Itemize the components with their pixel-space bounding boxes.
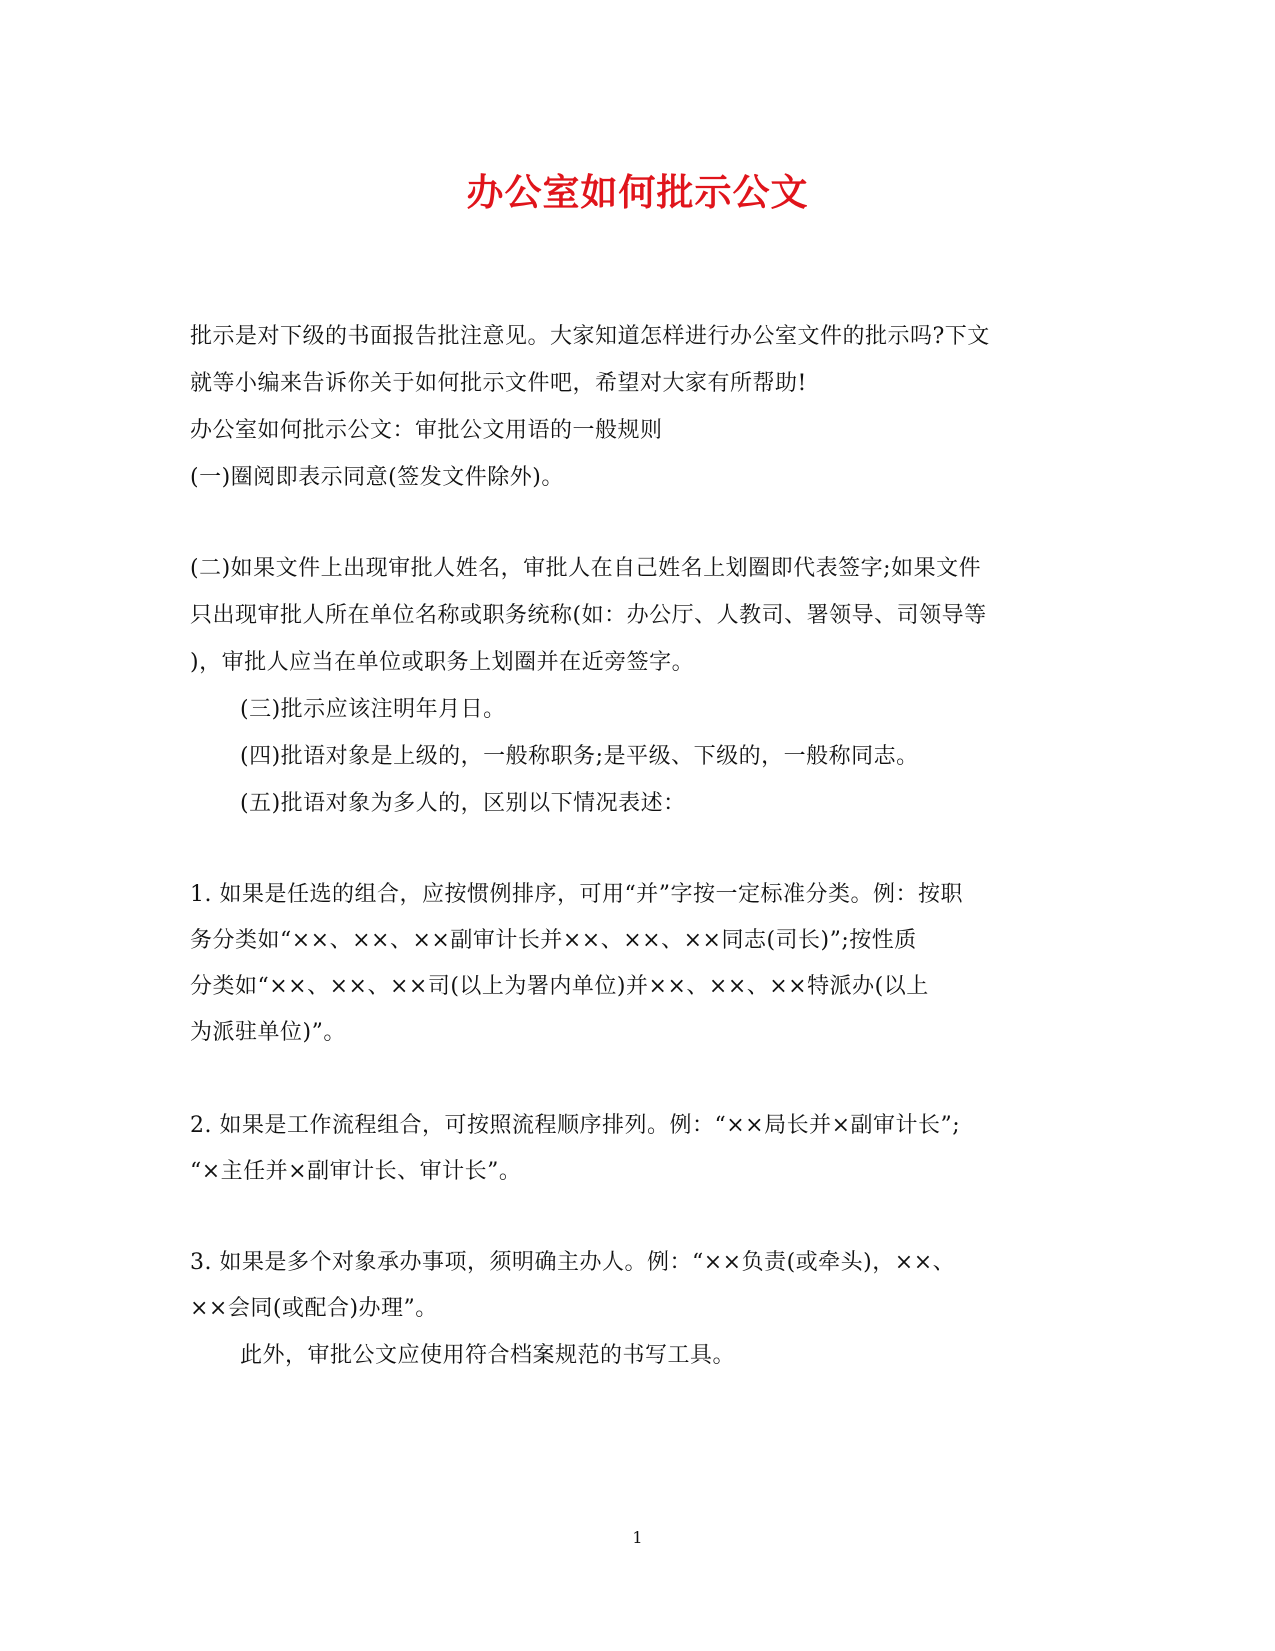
paragraph-line: 批示是对下级的书面报告批注意见。大家知道怎样进行办公室文件的批示吗?下文 [190, 324, 990, 349]
numbered-item: 1. 如果是任选的组合，应按惯例排序，可用“并”字按一定标准分类。例：按职 [190, 882, 963, 907]
paragraph-line: ××会同(或配合)办理”。 [190, 1296, 438, 1321]
closing-paragraph: 此外，审批公文应使用符合档案规范的书写工具。 [240, 1343, 736, 1368]
rule-item: (三)批示应该注明年月日。 [240, 697, 506, 722]
paragraph-line: 务分类如“××、××、××副审计长并××、××、××同志(司长)”;按性质 [190, 928, 917, 953]
page-number: 1 [632, 1528, 643, 1547]
document-title: 办公室如何批示公文 [466, 170, 809, 214]
paragraph-line: 就等小编来告诉你关于如何批示文件吧，希望对大家有所帮助! [190, 371, 807, 396]
paragraph-line: 分类如“××、××、××司(以上为署内单位)并××、××、××特派办(以上 [190, 974, 929, 999]
section-heading: 办公室如何批示公文：审批公文用语的一般规则 [190, 418, 663, 443]
paragraph-line: 只出现审批人所在单位名称或职务统称(如：办公厅、人教司、署领导、司领导等 [190, 603, 987, 628]
numbered-item: 2. 如果是工作流程组合，可按照流程顺序排列。例：“××局长并×副审计长”; [190, 1113, 961, 1138]
rule-item: (五)批语对象为多人的，区别以下情况表述： [240, 791, 686, 816]
paragraph-line: 为派驻单位)”。 [190, 1020, 346, 1045]
numbered-item: 3. 如果是多个对象承办事项，须明确主办人。例：“××负责(或牵头)，××、 [190, 1250, 956, 1275]
rule-item: (四)批语对象是上级的，一般称职务;是平级、下级的，一般称同志。 [240, 744, 919, 769]
paragraph-line: )，审批人应当在单位或职务上划圈并在近旁签字。 [190, 650, 695, 675]
rule-item: (一)圈阅即表示同意(签发文件除外)。 [190, 465, 564, 490]
rule-item: (二)如果文件上出现审批人姓名，审批人在自己姓名上划圈即代表签字;如果文件 [190, 556, 982, 581]
paragraph-line: “×主任并×副审计长、审计长”。 [190, 1159, 522, 1184]
